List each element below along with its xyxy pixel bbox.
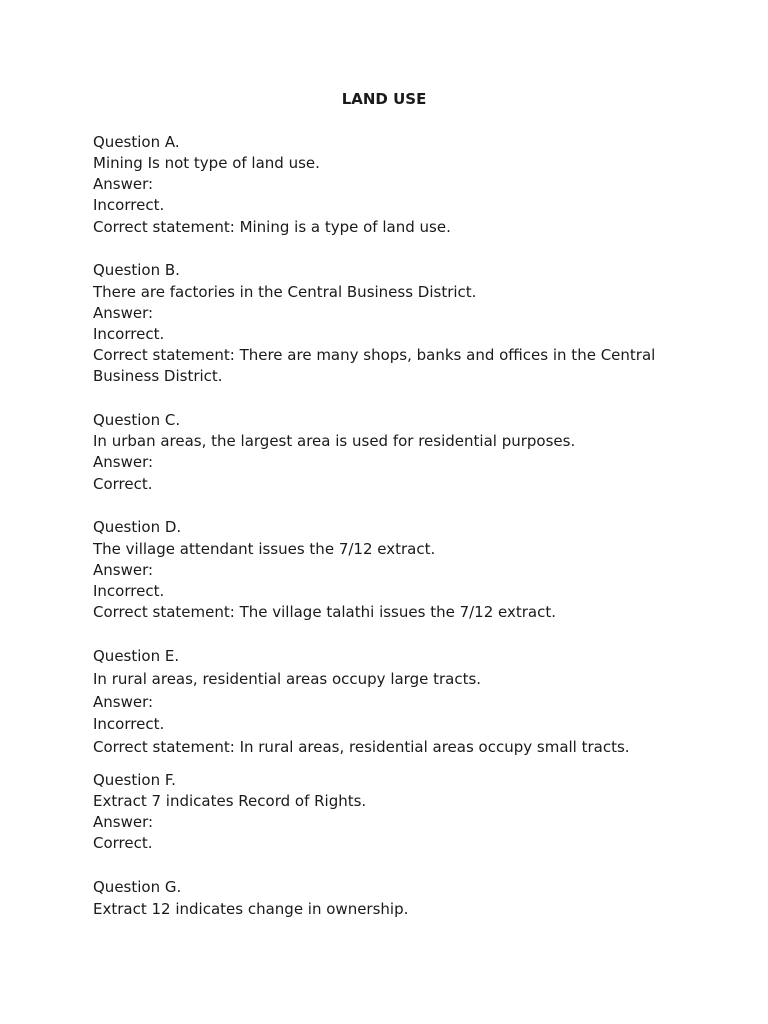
answer-label: Answer:	[93, 175, 154, 193]
document-title: LAND USE	[341, 90, 427, 108]
question-heading: Question B.	[93, 261, 180, 279]
question-heading: Question D.	[93, 518, 182, 536]
question-heading: Question A.	[93, 133, 180, 151]
correct-statement-continued: Business District.	[93, 367, 223, 385]
answer-label: Answer:	[93, 693, 154, 711]
question-statement: Mining Is not type of land use.	[93, 154, 320, 172]
answer-label: Answer:	[93, 304, 154, 322]
answer-verdict: Correct.	[93, 475, 153, 493]
answer-verdict: Incorrect.	[93, 196, 165, 214]
answer-label: Answer:	[93, 561, 154, 579]
correct-statement: Correct statement: The village talathi issues the 7/12 extract.	[93, 603, 557, 621]
question-statement: Extract 12 indicates change in ownership.	[93, 900, 409, 918]
answer-verdict: Correct.	[93, 834, 153, 852]
answer-verdict: Incorrect.	[93, 582, 165, 600]
answer-verdict: Incorrect.	[93, 325, 165, 343]
question-heading: Question G.	[93, 878, 182, 896]
question-heading: Question C.	[93, 411, 181, 429]
question-statement: There are factories in the Central Business District.	[93, 283, 477, 301]
question-statement: Extract 7 indicates Record of Rights.	[93, 792, 367, 810]
answer-label: Answer:	[93, 813, 154, 831]
question-statement: In rural areas, residential areas occupy large tracts.	[93, 670, 482, 688]
question-statement: In urban areas, the largest area is used for residential purposes.	[93, 432, 576, 450]
correct-statement: Correct statement: There are many shops, banks and offices in the Central	[93, 346, 656, 364]
answer-verdict: Incorrect.	[93, 715, 165, 733]
answer-label: Answer:	[93, 453, 154, 471]
question-statement: The village attendant issues the 7/12 extract.	[93, 540, 436, 558]
correct-statement: Correct statement: In rural areas, residential areas occupy small tracts.	[93, 738, 630, 756]
correct-statement: Correct statement: Mining is a type of land use.	[93, 218, 451, 236]
question-heading: Question E.	[93, 647, 180, 665]
question-heading: Question F.	[93, 771, 176, 789]
